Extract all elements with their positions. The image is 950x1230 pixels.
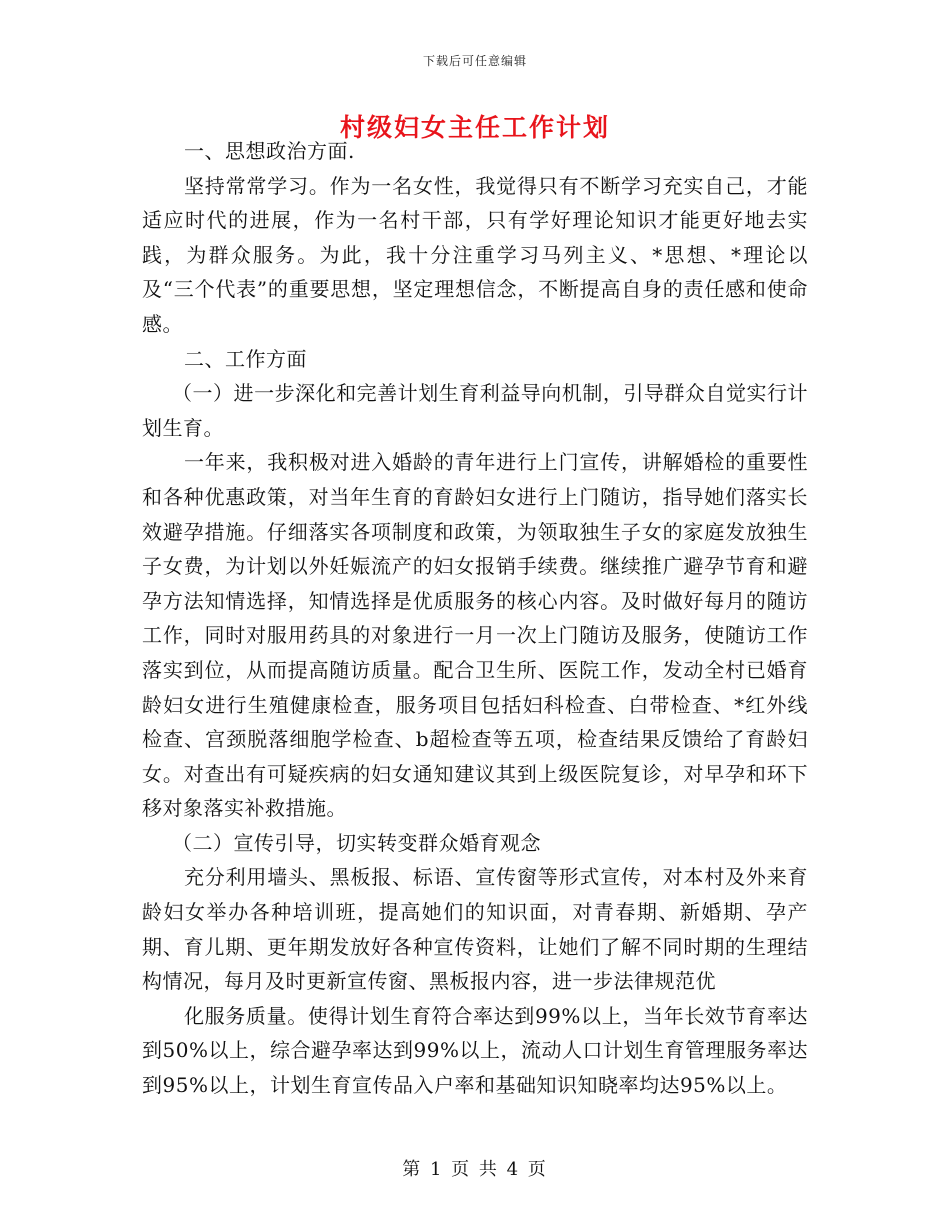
section-heading-ideology: 一、思想政治方面. (184, 139, 355, 163)
document-body (142, 134, 808, 1103)
paragraph-publicity: 充分利用墙头、黑板报、标语、宣传窗等形式宣传，对本村及外来育龄妇女举办各种培训班，提高她们的知识面，对青春期、新婚期、孕产期、育儿期、更年期发放好各种宣传资料，让她们了解不同时期的生理结构情况，每月及时更新宣传窗、黑板报内容，进一步法律规范优 (142, 865, 808, 994)
page-number: 第 1 页 共 4 页 (402, 1159, 548, 1180)
document-title: 村级妇女主任工作计划 (339, 113, 610, 142)
subsection-heading-1: （一）进一步深化和完善计划生育利益导向机制，引导群众自觉实行计划生育。 (142, 381, 808, 440)
paragraph-family-planning: 一年来，我积极对进入婚龄的青年进行上门宣传，讲解婚检的重要性和各种优惠政策，对当年生育的育龄妇女进行上门随访，指导她们落实长效避孕措施。仔细落实各项制度和政策，为领取独生子女的家庭发放独生子女费，为计划以外妊娠流产的妇女报销手续费。继续推广避孕节育和避孕方法知情选择，知情选择是优质服务的核心内容。及时做好每月的随访工作，同时对服用药具的对象进行一月一次上门随访及服务，使随访工作落实到位，从而提高随访质量。配合卫生所、医院工作，发动全村已婚育龄妇女进行生殖健康检查，服务项目包括妇科检查、白带检查、*红外线检查、宫颈脱落细胞学检查、b超检查等五项，检查结果反馈给了育龄妇女。对查出有可疑疾病的妇女通知建议其到上级医院复诊，对早孕和环下移对象落实补救措施。 (142, 450, 808, 821)
paragraph-study: 坚持常常学习。作为一名女性，我觉得只有不断学习充实自己，才能适应时代的进展，作为一名村干部，只有学好理论知识才能更好地去实践，为群众服务。为此，我十分注重学习马列主义、*思想、*理论以及“三个代表”的重要思想，坚定理想信念，不断提高自身的责任感和使命感。 (142, 173, 808, 336)
section-heading-work: 二、工作方面 (184, 346, 307, 371)
subsection-heading-2: （二）宣传引导，切实转变群众婚育观念 (172, 830, 541, 855)
paragraph-service-quality: 化服务质量。使得计划生育符合率达到99%以上，当年长效节育率达到50%以上，综合避孕率达到99%以上，流动人口计划生育管理服务率达到95%以上，计划生育宣传品入户率和基础知识知晓率均达95%以上。 (142, 1003, 808, 1098)
page-header-note: 下载后可任意编辑 (422, 54, 527, 68)
